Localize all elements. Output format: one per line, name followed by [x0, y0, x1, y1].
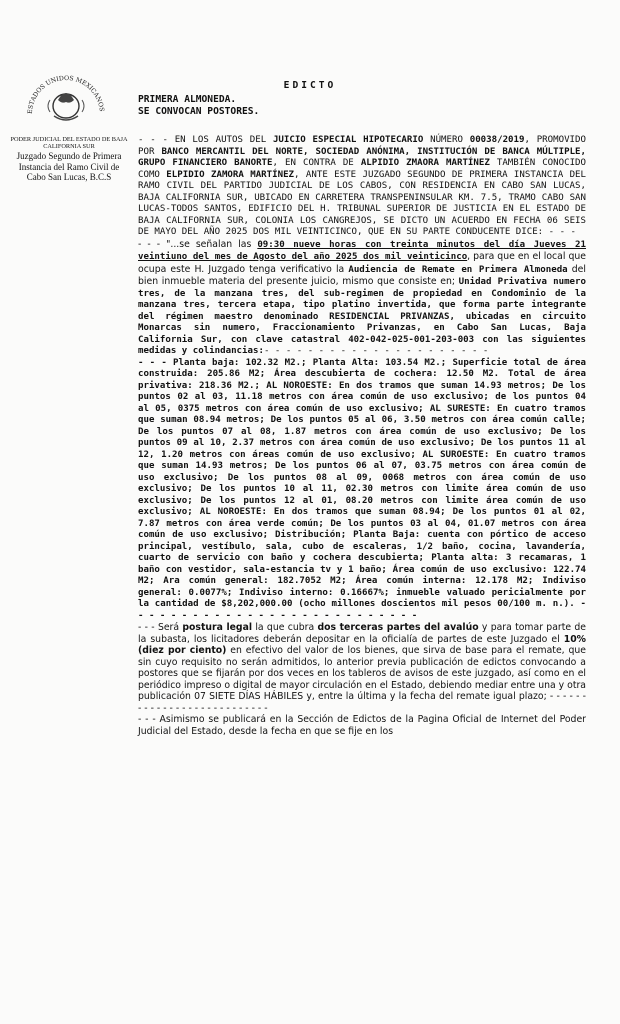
paragraph-case-details: - - - EN LOS AUTOS DEL JUICIO ESPECIAL HIPOTECARIO NÚMERO 00038/2019, PROMOVIDO POR BANCO MERCANTIL DEL NORTE, SOCIEDAD ANÓNIMA, INSTITUCIÓN DE BANCA MÚLTIPLE, GRUPO FINANCIERO BANORTE, EN CONTRA DE ALPIDIO ZMAORA MARTÍNEZ TAMBIÉN CONOCIDO COMO ELPIDIO ZAMORA MARTÍNEZ, ANTE ESTE JUZGADO SEGUNDO DE PRIMERA INSTANCIA DEL RAMO CIVIL DEL PARTIDO JUDICIAL DE LOS CABOS, CON RESIDENCIA EN CABO SAN LUCAS, BAJA CALIFORNIA SUR, UBICADO EN CARRETERA TRANSPENINSULAR KM. 7.5, TRAMO CABO SAN LUCAS-TODOS SANTOS, EDIFICIO DEL H. TRIBUNAL SUPERIOR DE JUSTICIA EN EL ESTADO DE BAJA CALIFORNIA SUR, COLONIA LOS CANGREJOS, SE DICTO UN ACUERDO EN FECHA 06 SEIS DE MAYO DEL AÑO 2025 DOS MIL VEINTICINCO, QUE EN SU PARTE CONDUCENTE DICE: - - - — [138, 135, 587, 237]
two-thirds-appraisal: dos terceras partes del avalúo — [317, 622, 479, 633]
deposit-percentage: 10% (diez por ciento) — [138, 633, 586, 656]
plaintiff: BANCO MERCANTIL DEL NORTE, SOCIEDAD ANÓNIMA, INSTITUCIÓN DE BANCA MÚLTIPLE, GRUPO FINANCIERO BANORTE — [138, 146, 586, 168]
auction-date: 09:30 nueve horas con treinta minutos del día Jueves 21 veintiuno del mes de Agosto del año 2025 dos mil veinticinco — [138, 239, 587, 262]
heading-almoneda: PRIMERA ALMONEDA. — [138, 94, 237, 105]
defendant: ALPIDIO ZMAORA MARTÍNEZ — [360, 158, 490, 168]
edict-body — [138, 135, 586, 737]
heading — [138, 94, 259, 118]
paragraph-legal-bid: - - - Será postura legal la que cubra dos terceras partes del avalúo y para tomar parte de la subasta, los licitadores deberán depositar en la oficialía de partes de este Juzgado el 10% (diez por ciento) en efectivo del valor de los bienes, que sirva de base para el remate, que sin cuyo requisito no serán admitidos, lo anterior previa publicación de edictos convocando a postores que se fijarán por dos veces en los tableros de avisos de este juzgado, así como en el periódico impreso o digital de mayor circulación en el Estado, debiendo mediar entre una y otra publicación 07 SIETE DÍAS HÁBILES y, entre la última y la fecha del remate igual plazo; - - - - - - - - - - - - - - - - - - - - - - - - - - - — [138, 622, 587, 714]
legal-bid: postura legal — [182, 622, 253, 633]
court-identification — [0, 136, 138, 183]
case-type: JUICIO ESPECIAL HIPOTECARIO — [272, 135, 424, 145]
paragraph-auction-date: - - - "...se señalan las 09:30 nueve horas con treinta minutos del día Jueves 21 veintiuno del mes de Agosto del año 2025 dos mil veinticinco, para que en el local que ocupa este H. Juzgado tenga verificativo la Audiencia de Remate en Primera Almoneda del bien inmueble materia del presente juicio, mismo que consiste en; Unidad Privativa numero tres, de la manzana tres, del sub-regimen de propiedad en Condominio de la manzana tres, tercera etapa, tipo platino invertida, que forma parte integrante del régimen maestro denominado RESIDENCIAL PRIVANZAS, ubicadas en circuito Monarcas sin numero, Fraccionamiento Privanzas, en Cabo San Lucas, Baja California Sur, con clave catastral 402-042-025-001-203-003 con las siguientes medidas y colindancias:- - - - - - - - - - - - - - - - - - - - - — [138, 238, 587, 356]
court-name: Juzgado Segundo de Primera Instancia del Ramo Civil de Cabo San Lucas, B.C.S — [16, 151, 122, 183]
auction-type: Audiencia de Remate en Primera Almoneda — [348, 264, 568, 275]
paragraph-publication: - - - Asimismo se publicará en la Sección de Edictos de la Pagina Oficial de Internet del Poder Judicial del Estado, desde la fecha en que se fije en los — [138, 714, 586, 737]
document-title: EDICTO — [283, 80, 337, 91]
property-description: Unidad Privativa numero tres, de la manzana tres, del sub-regimen de propiedad en Condominio de la manzana tres, tercera etapa, tipo platino invertida, que forma parte integrante del régimen maestro denominado RESIDENCIAL PRIVANZAS, ubicadas en circuito Monarcas sin numero, Fraccionamiento Privanzas, en Cabo San Lucas, Baja California Sur, con clave catastral 402-042-025-001-203-003 con las siguientes medidas y colindancias: — [138, 277, 586, 356]
paragraph-measurements: - - - Planta baja: 102.32 M2.; Planta Alta: 103.54 M2.; Superficie total de área construida: 205.86 M2; Área descubierta de cochera: 12.50 M2. Total de área privativa: 218.36 M2.; AL NOROESTE: En dos tramos que suman 14.93 metros; De los puntos 02 al 03, 11.18 metros con área común de uso exclusivo; de los puntos 04 al 05, 0375 metros con área común de uso exclusivo; AL SURESTE: En cuatro tramos que suman 08.94 metros; De los puntos 05 al 06, 3.50 metros con área común calle; De los puntos 07 al 08, 1.87 metros con área común de uso exclusivo; De los puntos 09 al 10, 2.37 metros con área común de uso exclusivo; De los puntos 11 al 12, 1.20 metros con áreas común de uso exclusivo; AL SUROESTE: En cuatro tramos que suman 14.93 metros; De los puntos 06 al 07, 03.75 metros con área común de uso exclusivo; De los puntos 08 al 09, 0068 metros con área común de uso exclusivo; De los puntos 10 al 11, 02.30 metros con limite área común de uso exclusivo; De los puntos 12 al 01, 08.20 metros con limite área común de uso exclusivo; AL NOROESTE: En dos tramos que suman 08.94; De los puntos 01 al 02, 7.87 metros con área verde común; De los puntos 03 al 04, 01.07 metros con área común de uso exclusivo; Distribución; Planta Baja: cuenta con pórtico de acceso principal, vestíbulo, sala, cubo de escaleras, 1/2 baño, cocina, lavandería, cuarto de servicio con baño y cochera descubierta; Planta alta: 3 recamaras, 1 baño con vestidor, sala-estancia tv y 1 baño; Área común de uso exclusivo: 122.74 M2; Ara común general: 182.7052 M2; Área común interna: 12.178 M2; Indiviso general: 0.0077%; Indiviso interno: 0.16667%; inmueble valuado pericialmente por la cantidad de $8,202,000.00 (ocho millones doscientos mil pesos 00/100 m. n.). - - - - - - - - - - - - - - - - - - - - - - - - - - - — [138, 357, 586, 621]
heading-convocation: SE CONVOCAN POSTORES. — [138, 106, 260, 117]
seal-text: ESTADOS UNIDOS MEXICANOS — [26, 74, 105, 115]
coat-of-arms-seal — [14, 56, 116, 128]
case-number: 00038/2019 — [469, 135, 525, 145]
defendant-alias: ELPIDIO ZAMORA MARTÍNEZ — [166, 169, 295, 180]
judicial-power-label: PODER JUDICIAL DEL ESTADO DE BAJA CALIFORNIA SUR — [10, 136, 128, 151]
